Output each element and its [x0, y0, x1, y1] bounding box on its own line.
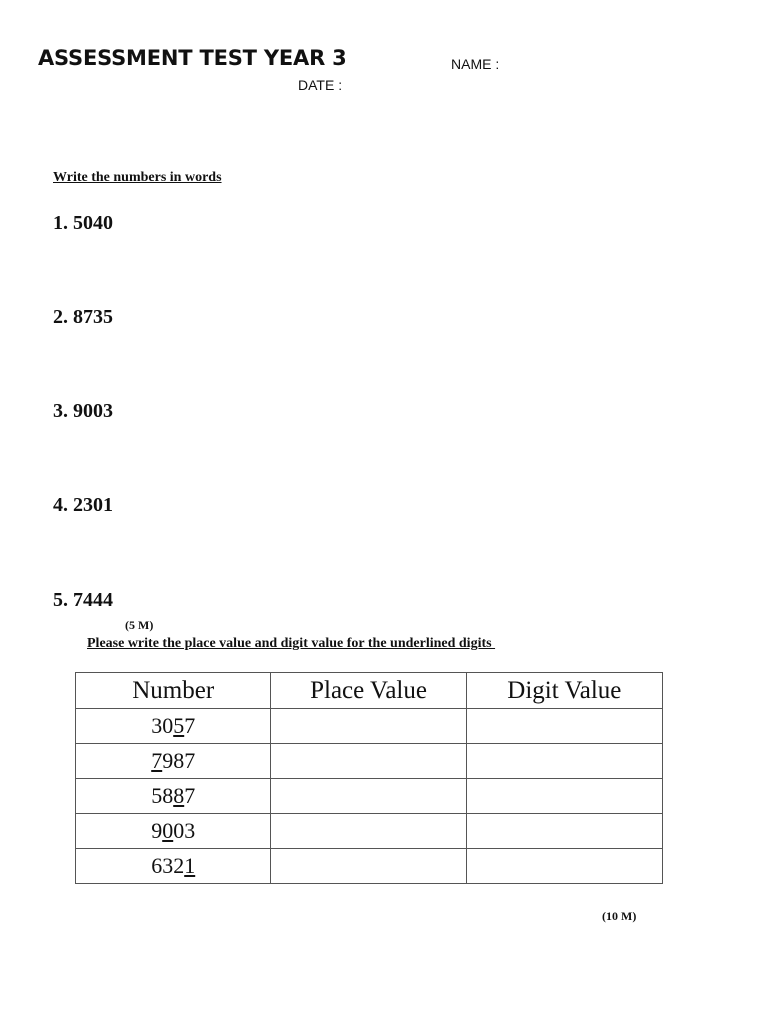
table-row	[76, 814, 663, 849]
table-row	[76, 779, 663, 814]
underlined-digit: 8	[173, 783, 185, 808]
question-5: 5. 7444	[53, 589, 113, 611]
underlined-digit: 1	[184, 853, 196, 878]
date-label: DATE :	[298, 77, 343, 93]
section2-marks: (10 M)	[602, 909, 637, 923]
digits-before: 58	[151, 783, 174, 808]
number-cell	[76, 709, 271, 744]
table-row	[76, 744, 663, 779]
question-4: 4. 2301	[53, 494, 113, 516]
number-cell	[76, 779, 271, 814]
underlined-digit: 0	[162, 818, 174, 843]
place-value-answer-cell[interactable]	[271, 744, 466, 779]
place-value-answer-cell[interactable]	[271, 779, 466, 814]
underlined-digit: 7	[151, 748, 163, 773]
digit-value-answer-cell[interactable]	[466, 779, 662, 814]
place-value-answer-cell[interactable]	[271, 814, 466, 849]
header-digit-value: Digit Value	[466, 673, 662, 709]
section2-instruction: Please write the place value and digit value for the underlined digits	[87, 636, 496, 651]
digits-after: 7	[184, 713, 196, 738]
digits-after: 03	[173, 818, 196, 843]
section1-marks: (5 M)	[125, 618, 154, 632]
header-number: Number	[76, 673, 271, 709]
header-place-value: Place Value	[271, 673, 466, 709]
place-value-table	[75, 672, 663, 884]
name-label: NAME :	[451, 56, 500, 72]
digit-value-answer-cell[interactable]	[466, 744, 662, 779]
table-row	[76, 849, 663, 884]
underlined-digit: 5	[173, 713, 185, 738]
number-cell	[76, 849, 271, 884]
question-1: 1. 5040	[53, 212, 113, 234]
place-value-answer-cell[interactable]	[271, 849, 466, 884]
number-cell	[76, 814, 271, 849]
question-2: 2. 8735	[53, 306, 113, 328]
section1-instruction: Write the numbers in words	[53, 170, 222, 185]
digits-after: 987	[162, 748, 196, 773]
digit-value-answer-cell[interactable]	[466, 814, 662, 849]
digits-before: 632	[151, 853, 185, 878]
question-3: 3. 9003	[53, 400, 113, 422]
digit-value-answer-cell[interactable]	[466, 849, 662, 884]
digit-value-answer-cell[interactable]	[466, 709, 662, 744]
table-header-row	[76, 673, 663, 709]
page-title: ASSESSMENT TEST YEAR 3	[38, 46, 347, 70]
digits-before: 30	[151, 713, 174, 738]
table-row	[76, 709, 663, 744]
digits-after: 7	[184, 783, 196, 808]
digits-before: 9	[151, 818, 163, 843]
place-value-answer-cell[interactable]	[271, 709, 466, 744]
number-cell	[76, 744, 271, 779]
